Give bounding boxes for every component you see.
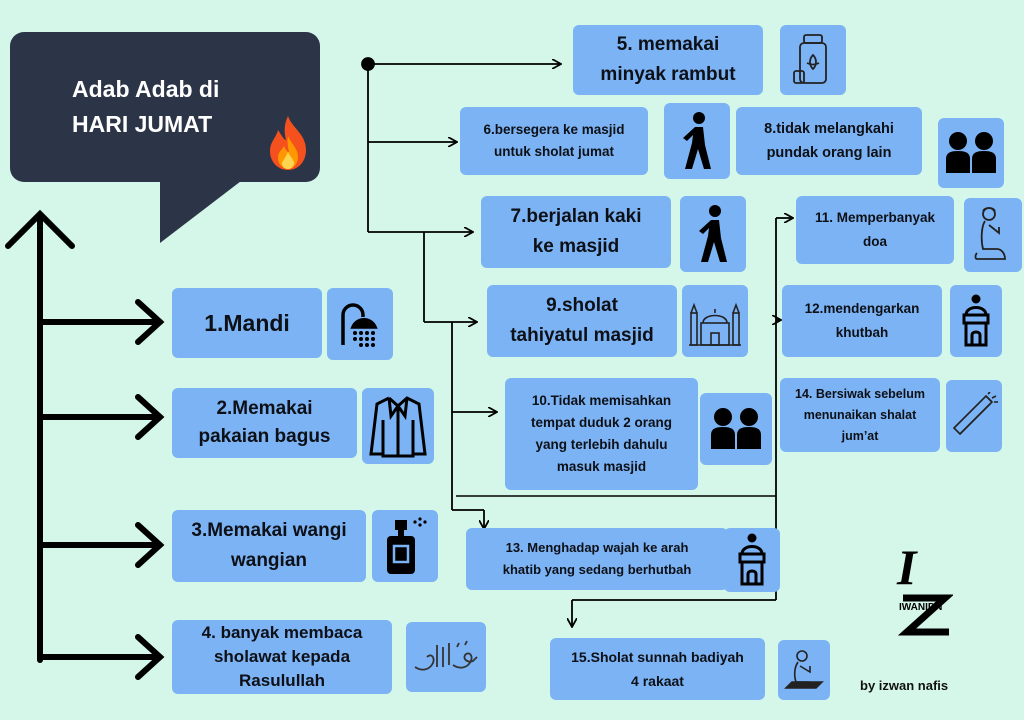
item-4-box	[172, 620, 392, 694]
bubble-tail	[160, 178, 245, 243]
perfume-icon	[372, 510, 438, 582]
item-14-label-line-1: 14. Bersiwak sebelum	[795, 386, 925, 401]
pulpit-icon-12	[950, 285, 1002, 357]
item-13-label-line-2: khatib yang sedang berhutbah	[502, 562, 692, 577]
item-8-label-line-2: pundak orang lain	[766, 145, 892, 161]
item-4-label-line-2: sholawat kepada	[213, 647, 351, 666]
item-11-label-line-2: doa	[862, 234, 887, 249]
two-people-icon-10	[700, 393, 772, 465]
item-11-label-line-1: 11. Memperbanyak	[814, 210, 936, 225]
iwanidn-logo	[893, 536, 953, 636]
item-12-box	[782, 285, 942, 357]
item-15-label-line-2: 4 rakaat	[631, 673, 684, 689]
prayer-mat-icon	[778, 640, 830, 700]
item-6-label-line-2: untuk sholat jumat	[493, 144, 614, 159]
item-10-label-line-4: masuk masjid	[556, 459, 647, 474]
item-13-box	[466, 528, 728, 590]
item-11-box	[796, 196, 954, 264]
item-14-label-line-3: jum’at	[841, 428, 879, 443]
calligraphy-icon	[406, 622, 486, 692]
item-5-box	[573, 25, 763, 95]
siwak-icon	[946, 380, 1002, 452]
item-15-label-line-1: 15.Sholat sunnah badiyah	[571, 649, 744, 665]
item-15-box	[550, 638, 765, 700]
jacket-icon	[362, 388, 434, 464]
item-8-box	[736, 107, 922, 175]
hair-oil-icon	[780, 25, 846, 95]
page-title	[72, 72, 282, 142]
mosque-icon	[682, 285, 748, 357]
shower-icon	[327, 288, 393, 360]
item-4-label-line-1: 4. banyak membaca	[201, 623, 363, 642]
item-6-box	[460, 107, 648, 175]
item-7-label-line-2: ke masjid	[532, 236, 620, 257]
walking-person-icon-6	[664, 103, 730, 179]
item-14-box	[780, 378, 940, 452]
title-line-2: HARI JUMAT	[72, 111, 213, 137]
two-people-icon-8	[938, 118, 1004, 188]
walking-person-icon-7	[680, 196, 746, 272]
praying-person-icon	[964, 198, 1022, 272]
item-10-label-line-3: yang terlebih dahulu	[535, 437, 668, 452]
item-4-label-line-3: Rasulullah	[239, 671, 325, 690]
logo-letter-i: I	[897, 539, 917, 595]
fire-icon	[262, 114, 314, 172]
item-10-label-line-1: 10.Tidak memisahkan	[531, 393, 672, 408]
item-9-box	[487, 285, 677, 357]
item-14-label-line-2: menunaikan shalat	[803, 407, 917, 422]
title-line-1: Adab Adab di	[72, 76, 220, 102]
item-3-label-line-1: 3.Memakai wangi	[191, 520, 347, 541]
item-12-label-line-1: 12.mendengarkan	[804, 301, 920, 316]
item-8-label-line-1: 8.tidak melangkahi	[764, 121, 894, 137]
item-7-box	[481, 196, 671, 268]
item-13-label-line-1: 13. Menghadap wajah ke arah	[505, 540, 689, 555]
pulpit-icon-13	[724, 528, 780, 592]
item-12-label-line-2: khutbah	[835, 325, 889, 340]
item-5-label-line-1: 5. memakai	[616, 34, 720, 55]
item-2-label-line-2: pakaian bagus	[198, 426, 331, 447]
item-10-box	[505, 378, 698, 490]
item-1-label: 1.Mandi	[204, 309, 290, 336]
logo-text: IWANIDN	[899, 602, 943, 613]
item-5-label-line-2: minyak rambut	[600, 64, 736, 85]
author-credit: by izwan nafis	[860, 678, 949, 693]
item-10-label-line-2: tempat duduk 2 orang	[530, 415, 672, 430]
main-vertical-arrow	[8, 214, 160, 677]
item-6-label-line-1: 6.bersegera ke masjid	[483, 122, 625, 137]
item-3-box	[172, 510, 366, 582]
item-9-label-line-2: tahiyatul masjid	[510, 325, 654, 346]
item-2-label-line-1: 2.Memakai	[216, 398, 313, 419]
title-bubble	[10, 32, 320, 182]
item-7-label-line-1: 7.berjalan kaki	[510, 206, 642, 227]
item-1-box	[172, 288, 322, 358]
item-3-label-line-2: wangian	[230, 550, 307, 571]
item-2-box	[172, 388, 357, 458]
item-9-label-line-1: 9.sholat	[546, 295, 618, 316]
